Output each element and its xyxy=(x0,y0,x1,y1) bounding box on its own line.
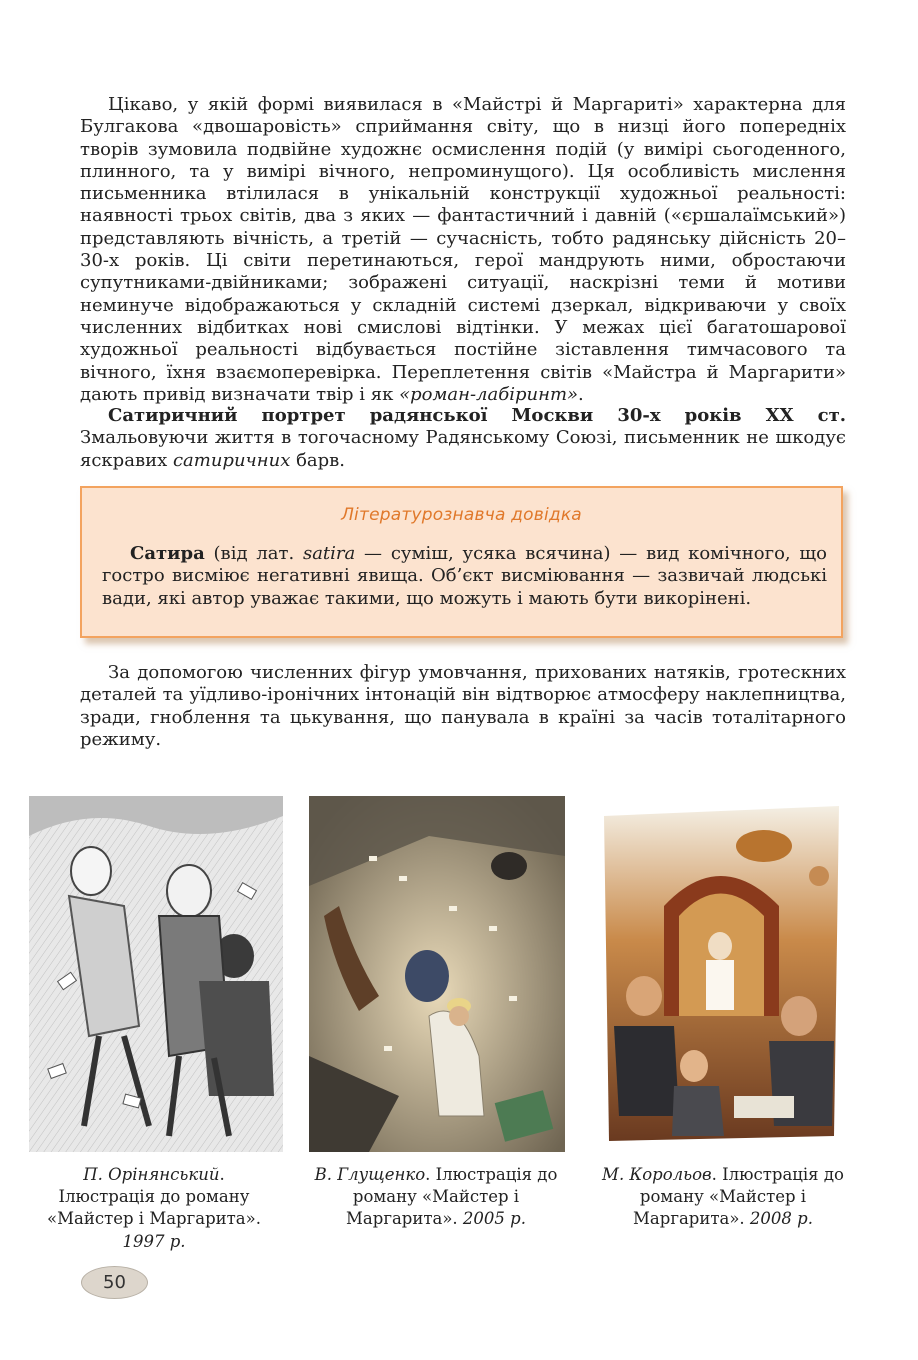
latin-word: satira xyxy=(302,543,356,564)
paragraph-techniques: За допомогою численних фігур умовчання, прихованих натяків, гротескних деталей та уїдливо-іронічних інтонацій він відтворює атмосферу наклепництва, зради, гноблення та цькування, що панувала в країні за часів тоталітарного режиму. xyxy=(80,662,846,750)
definition-term: Сатира xyxy=(130,543,205,564)
caption-author: П. Орінянський xyxy=(83,1165,220,1184)
italic-term: сатиричних xyxy=(172,449,291,471)
illustration-korolov xyxy=(594,796,846,1152)
punctuation: . xyxy=(578,383,584,405)
caption-illustration-2 xyxy=(305,1164,567,1231)
paragraph-text: Цікаво, у якій формі виявилася в «Майстрі й Маргариті» характерна для Булгакова «двошаровість» сприймання світу, що в низці його попередніх творів зумовила подвійне художнє осмислення подій (у вимірі сьогоденного, плинного, та у вимірі вічного, непроминущого). Ця особливість мислення письменника втілилася в унікальній конструкції художньої реальності: наявності трьох світів, два з яких — фантастичний і давній («єршалаїмський») представляють вічність, а третій — сучасність, тобто радянську дійсність 20–30-х років. Ці світи перетинаються, герої мандрують ними, обростаючи супутниками-двійниками; зображені ситуації, наскрізні теми й мотиви неминуче відображаються у складній системі дзеркал, відкриваючи у своїх численних відбитках нові смислові відтінки. У межах цієї багатошарової художньої реальності відбувається постійне зіставлення тимчасового та вічного, їхня взаємоперевірка. Переплетення світів «Майстра й Маргарити» дають привід визначати твір і як xyxy=(80,94,846,405)
caption-year: 2008 р. xyxy=(749,1209,813,1229)
page-number: 50 xyxy=(81,1266,148,1299)
illustration-orinyanskyi xyxy=(29,796,283,1152)
paragraph-dual-worlds xyxy=(80,94,846,406)
definition-text: (від лат. xyxy=(204,543,303,564)
caption-illustration-3 xyxy=(582,1164,864,1231)
caption-text: . Ілюстрація до роману «Майстер і Маргарита». xyxy=(47,1165,261,1229)
definition-text-rest: — суміш, усяка всячина) — вид комічного, що гостро висміює негативні явища. Об’єкт висміювання — зазвичай людські вади, які автор уважає такими, що можуть і мають бути викорінені. xyxy=(102,543,827,609)
italic-term: «роман-лабіринт» xyxy=(399,383,579,405)
reference-box-title: Літературознавча довідка xyxy=(341,505,582,525)
caption-text: . Ілюстрація до роману «Майстер і Маргарита». xyxy=(346,1165,558,1229)
caption-author: В. Глущенко xyxy=(314,1165,426,1184)
caption-author: М. Корольов xyxy=(602,1165,712,1184)
caption-illustration-1 xyxy=(34,1164,274,1253)
caption-text: . Ілюстрація до роману «Майстер і Маргарита». xyxy=(633,1165,844,1229)
caption-year: 1997 р. xyxy=(122,1231,186,1251)
paragraph-satire-portrait xyxy=(80,405,846,472)
section-heading-inline: Сатиричний портрет радянської Москви 30-х років XX ст. xyxy=(108,405,846,426)
illustration-glushchenko xyxy=(309,796,565,1152)
caption-year: 2005 р. xyxy=(462,1209,526,1229)
reference-box xyxy=(80,486,843,638)
paragraph-text-end: барв. xyxy=(290,449,346,471)
paragraph-text: Змальовуючи життя в тогочасному Радянському Союзі, письменник не шкодує яскравих xyxy=(80,427,846,471)
reference-box-definition xyxy=(102,543,827,610)
